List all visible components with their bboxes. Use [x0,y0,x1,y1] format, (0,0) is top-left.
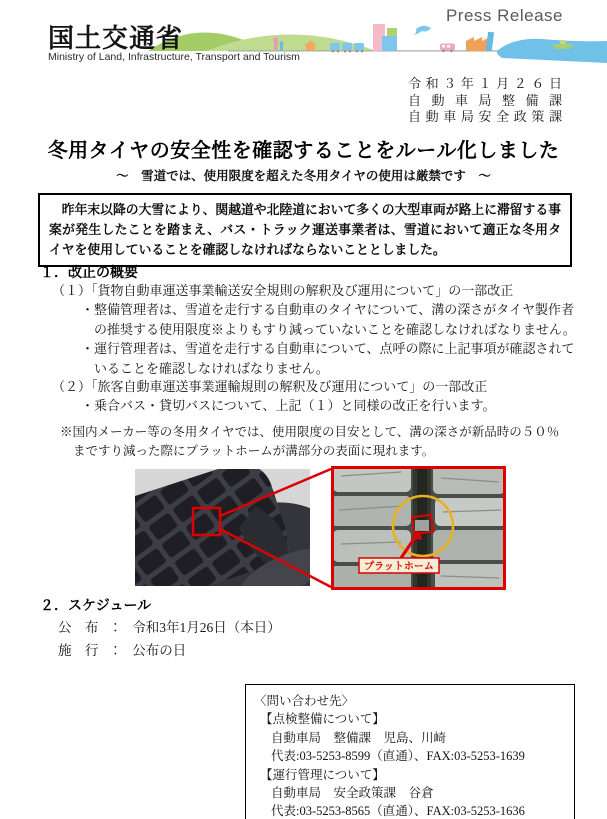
contact-inspection-title: 【点検整備について】 [260,712,385,727]
page-subtitle: ～ 雪道では、使用限度を超えた冬用タイヤの使用は厳禁です ～ [116,169,491,183]
division-1: 自動車局整備課 [408,92,562,108]
section1-item2-bullet1: ・乗合バス・貸切バスについて、上記（１）と同様の改正を行います。 [81,398,496,413]
section1-item2-title: （２）「旅客自動車運送事業運輸規則の解釈及び運用について」の一部改正 [52,379,488,394]
buildings-icon [373,24,397,51]
schedule-enforcement: 施 行 ： 公布の日 [58,643,187,658]
section2-heading: ２．スケジュール [40,597,152,613]
page-title: 冬用タイヤの安全性を確認することをルール化しました [47,140,560,162]
factory-icon [466,32,494,52]
ministry-logo-text: 国土交通省 [48,23,184,53]
date-division-block [408,76,562,126]
section1-item1-bullet1: ・整備管理者は、雪道を走行する自動車のタイヤについて、溝の深さがタイヤ製作者の推奨する使用限度※よりもすり減っていないことを確認しなければなりません。 [81,302,576,337]
section1-item1-bullet2: ・運行管理者は、雪道を走行する自動車について、点呼の際に上記事項が確認されていることを確認しなければなりません。 [81,341,575,376]
contact-inspection-tel: 代表:03-5253-8599（直通）、FAX:03-5253-1639 [271,749,525,764]
tire-figure [135,466,506,595]
schedule-promulgation: 公 布 ： 令和3年1月26日（本日） [58,620,281,635]
contact-operation-tel: 代表:03-5253-8565（直通）、FAX:03-5253-1636 [271,804,525,819]
bird-icon [414,26,431,35]
section1-heading: １．改正の概要 [40,264,138,280]
division-2: 自動車局安全政策課 [408,109,562,124]
contact-heading: 〈問い合わせ先〉 [254,694,355,708]
wave-shape [497,39,607,63]
contact-operation-title: 【運行管理について】 [260,767,385,782]
platform-label: プラットホーム [364,561,434,573]
summary-box: 昨年末以降の大雪により、関越道や北陸道において多くの大型車両が路上に滞留する事案が発生したことを踏まえ、バス・トラック運送事業者は、雪道において適正な冬用タイヤを使用していることを確認しなければならないこととしました。 [38,193,572,267]
contact-operation-dept: 自動車局 安全政策課 谷倉 [271,786,434,801]
section1-footnote: ※国内メーカー等の冬用タイヤでは、使用限度の目安として、溝の深さが新品時の５０％まですり減った際にプラットホームが溝部分の表面に現れます。 [60,425,560,458]
contact-box [245,684,575,819]
tire-photo [135,466,351,590]
press-release-label: Press Release [445,6,563,25]
release-date: 令和３年１月２６日 [408,76,562,91]
tire-figure-svg [135,466,506,590]
contact-inspection-dept: 自動車局 整備課 児島、川崎 [271,730,447,745]
ministry-logo-english: Ministry of Land, Infrastructure, Transport and Tourism [48,51,300,63]
section1-item1-title: （１）「貨物自動車運送事業輸送安全規則の解釈及び運用について」の一部改正 [52,283,514,298]
